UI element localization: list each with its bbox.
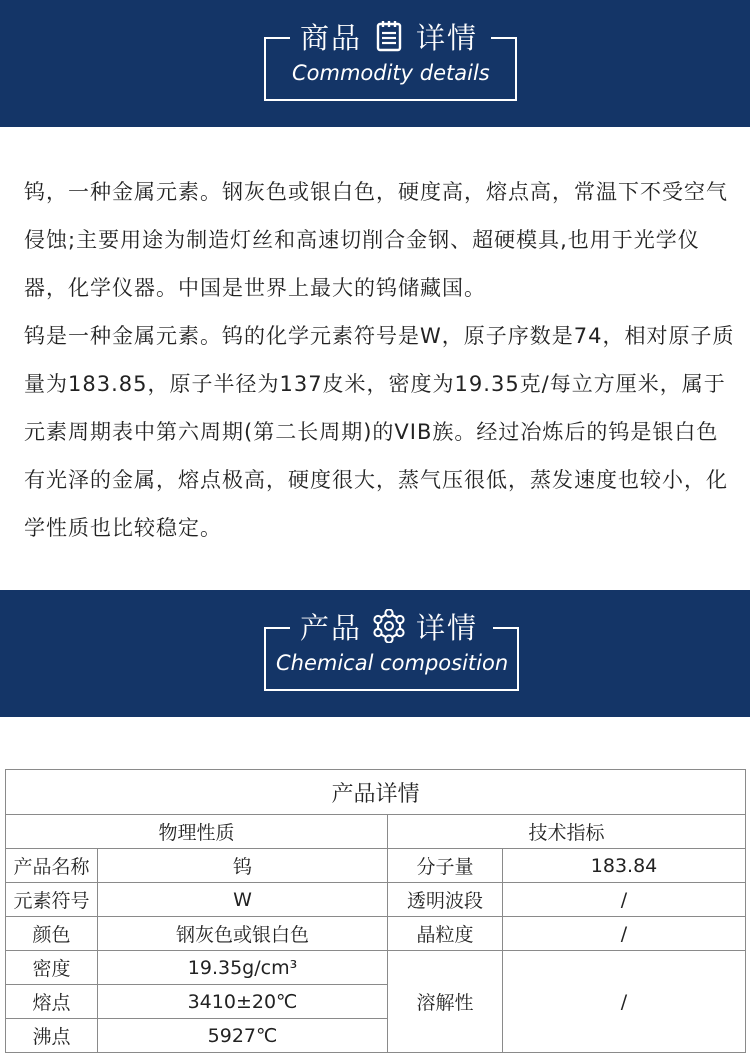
chemical-composition-subtitle: Chemical composition [276, 651, 509, 675]
commodity-details-title [300, 16, 478, 56]
spec-value: 183.84 [503, 849, 746, 883]
table-row [6, 951, 746, 985]
title-right: 详情 [416, 20, 479, 55]
left-section-header: 物理性质 [6, 815, 388, 849]
table-row [6, 883, 746, 917]
spec-key-merged: 溶解性 [388, 951, 503, 1053]
property-value: 19.35g/cm³ [98, 951, 388, 985]
spec-value: / [503, 883, 746, 917]
spec-key: 透明波段 [388, 883, 503, 917]
property-key: 颜色 [6, 917, 98, 951]
property-key: 产品名称 [6, 849, 98, 883]
description-paragraph-2: 钨是一种金属元素。钨的化学元素符号是W，原子序数是74，相对原子质量为183.85，原子半径为137皮米，密度为19.35克/每立方厘米，属于元素周期表中第六周期(第二长周期)的VIB族。经过冶炼后的钨是银白色有光泽的金属，熔点极高，硬度很大，蒸气压很低，蒸发速度也较小，化学性质也比较稳定。 [24, 324, 735, 540]
property-value: W [98, 883, 388, 917]
table-row [6, 917, 746, 951]
title-left: 商品 [300, 20, 363, 55]
description-paragraph-1: 钨，一种金属元素。钢灰色或银白色，硬度高，熔点高，常温下不受空气侵蚀;主要用途为制造灯丝和高速切削合金钢、超硬模具,也用于光学仪器，化学仪器。中国是世界上最大的钨储藏国。 [24, 180, 728, 300]
property-key: 沸点 [6, 1019, 98, 1053]
spec-key: 晶粒度 [388, 917, 503, 951]
property-value: 钢灰色或银白色 [98, 917, 388, 951]
table-title: 产品详情 [6, 770, 746, 815]
title-left: 产品 [300, 610, 363, 645]
chemical-composition-title [300, 606, 478, 646]
property-value: 钨 [98, 849, 388, 883]
table-row [6, 849, 746, 883]
property-key: 元素符号 [6, 883, 98, 917]
molecule-icon [372, 609, 406, 643]
spec-key: 分子量 [388, 849, 503, 883]
spec-value-merged: / [503, 951, 746, 1053]
property-value: 5927℃ [98, 1019, 388, 1053]
property-key: 密度 [6, 951, 98, 985]
product-details-table [5, 769, 746, 1053]
commodity-details-subtitle: Commodity details [292, 61, 490, 85]
notepad-icon [372, 19, 406, 53]
property-value: 3410±20℃ [98, 985, 388, 1019]
title-right: 详情 [416, 610, 479, 645]
property-key: 熔点 [6, 985, 98, 1019]
right-section-header: 技术指标 [388, 815, 746, 849]
spec-value: / [503, 917, 746, 951]
